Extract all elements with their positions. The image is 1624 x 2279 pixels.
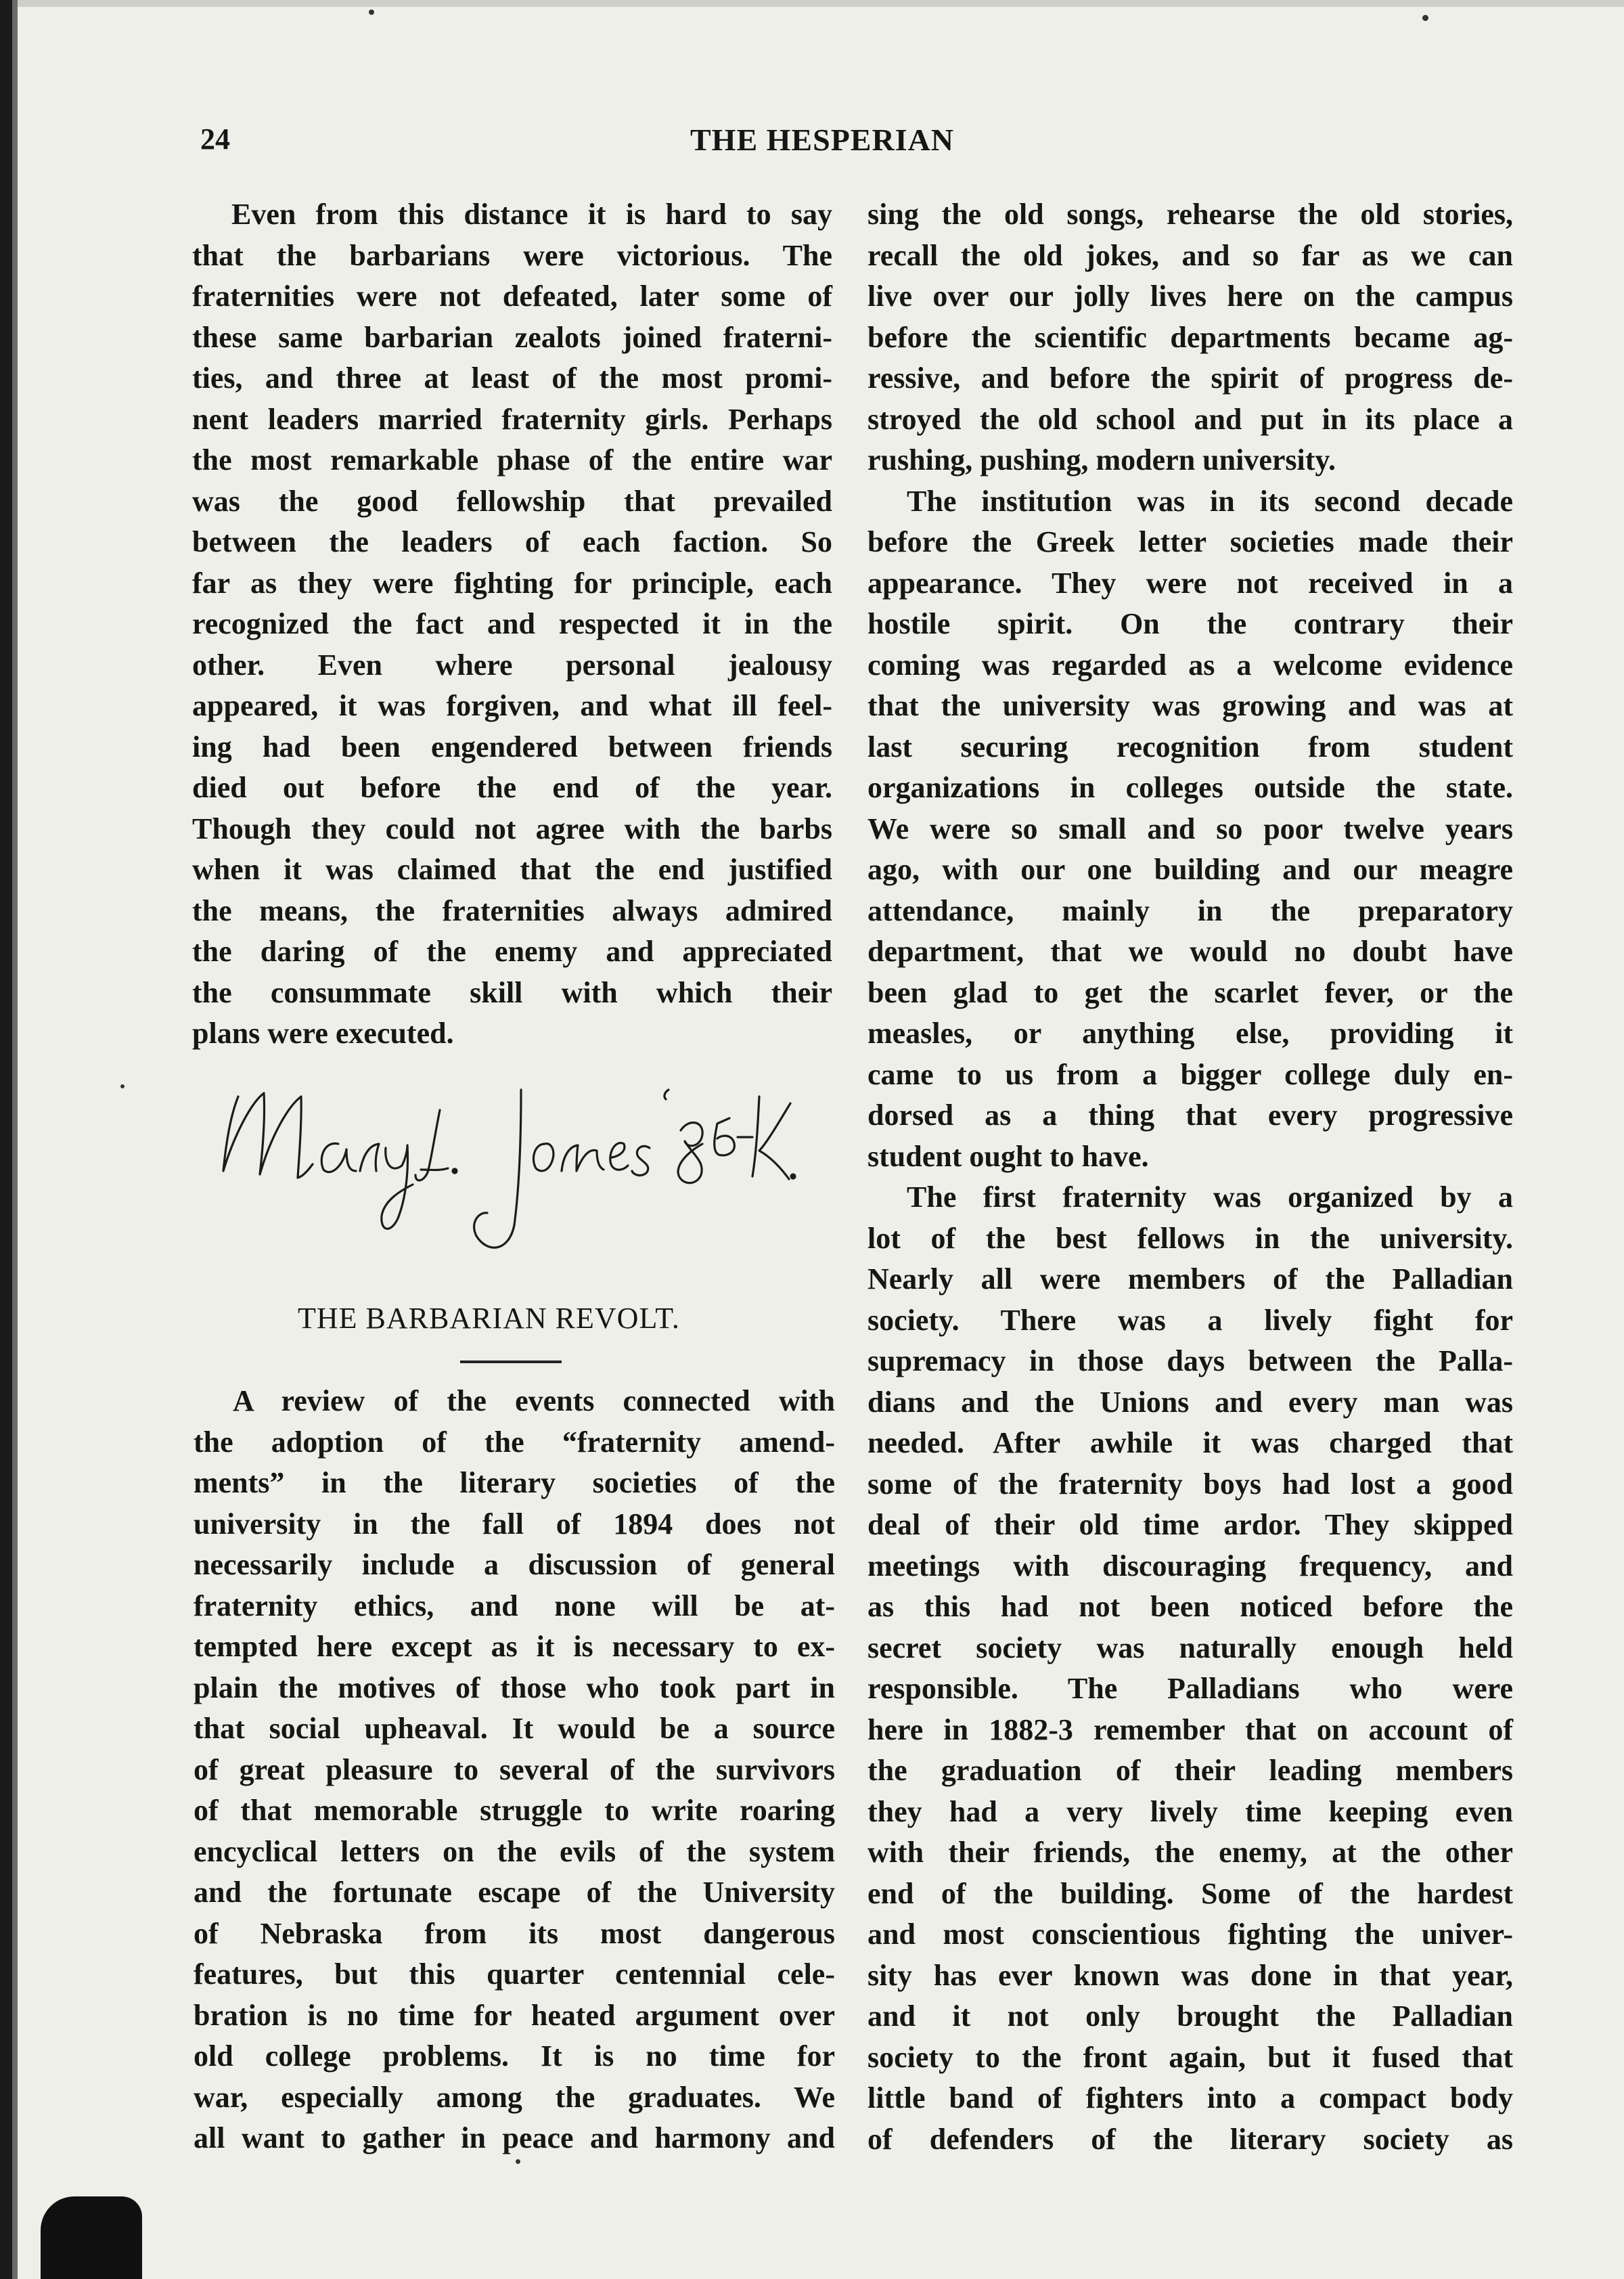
scan-speck — [516, 2159, 520, 2164]
text-line: that the barbarians were victorious. The — [192, 238, 832, 272]
text-line: sing the old songs, rehearse the old stories, — [867, 198, 1513, 231]
text-line: ing had been engendered between friends — [192, 730, 832, 764]
text-line: A review of the events connected with — [233, 1384, 835, 1417]
text-line: secret society was naturally enough held — [867, 1631, 1513, 1664]
text-line: ties, and three at least of the most promi- — [192, 361, 832, 395]
text-line: organizations in colleges outside the state. — [867, 771, 1513, 804]
text-line: the graduation of their leading members — [867, 1754, 1513, 1787]
text-line: recognized the fact and respected it in the — [192, 607, 832, 640]
paragraph — [867, 481, 1513, 1178]
text-line: last securing recognition from student — [867, 730, 1513, 764]
text-line: they had a very lively time keeping even — [867, 1794, 1513, 1828]
text-line: We were so small and so poor twelve years — [867, 812, 1513, 845]
text-line: of Nebraska from its most dangerous — [194, 1916, 835, 1950]
text-line: war, especially among the graduates. We — [194, 2080, 835, 2114]
text-line: ago, with our one building and our meagre — [867, 853, 1513, 886]
running-head: THE HESPERIAN — [690, 123, 955, 157]
left-column-bottom — [194, 1381, 835, 2159]
left-column-top — [192, 194, 832, 1055]
text-line: ressive, and before the spirit of progress de- — [867, 361, 1513, 395]
text-line: plain the motives of those who took part in — [194, 1670, 835, 1704]
text-line: needed. After awhile it was charged that — [867, 1426, 1513, 1459]
text-line: little band of fighters into a compact body — [867, 2081, 1513, 2115]
text-line: appearance. They were not received in a — [867, 566, 1513, 600]
text-line: society. There was a lively fight for — [867, 1303, 1513, 1337]
text-line: the consummate skill with which their — [192, 975, 832, 1009]
text-line: the most remarkable phase of the entire war — [192, 443, 832, 477]
text-line: the means, the fraternities always admired — [192, 893, 832, 927]
text-line: stroyed the old school and put in its place a — [867, 402, 1513, 436]
text-line: department, that we would no doubt have — [867, 935, 1513, 968]
paragraph — [194, 1381, 835, 2159]
text-line: was the good fellowship that prevailed — [192, 484, 832, 518]
text-line: measles, or anything else, providing it — [867, 1017, 1513, 1050]
text-line: with their friends, the enemy, at the other — [867, 1836, 1513, 1869]
article-title: THE BARBARIAN REVOLT. — [298, 1302, 680, 1335]
text-line: these same barbarian zealots joined fraterni- — [192, 320, 832, 354]
scan-left-shadow — [12, 0, 18, 2279]
text-line: ments” in the literary societies of the — [194, 1466, 835, 1499]
scan-speck — [120, 1084, 125, 1088]
right-column — [867, 194, 1513, 2160]
text-line: fraternities were not defeated, later some of — [192, 280, 832, 313]
text-line: that the university was growing and was at — [867, 689, 1513, 722]
handwritten-signature — [203, 1056, 812, 1259]
text-line: plans were executed. — [192, 1017, 454, 1050]
text-line: and the fortunate escape of the University — [194, 1876, 835, 1909]
text-line: tempted here except as it is necessary to ex- — [194, 1630, 835, 1663]
text-line: the adoption of the “fraternity amend- — [194, 1425, 835, 1459]
text-line: Nearly all were members of the Palladian — [867, 1262, 1513, 1296]
text-line: some of the fraternity boys had lost a good — [867, 1467, 1513, 1501]
paragraph — [867, 1177, 1513, 2160]
text-line: rushing, pushing, modern university. — [867, 443, 1336, 477]
text-line: and most conscientious fighting the univer- — [867, 1918, 1513, 1951]
page-number: 24 — [200, 123, 230, 156]
paragraph — [867, 194, 1513, 481]
text-line: of that memorable struggle to write roaring — [194, 1794, 835, 1827]
text-line: responsible. The Palladians who were — [867, 1672, 1513, 1705]
text-line: died out before the end of the year. — [192, 771, 832, 804]
text-line: encyclical letters on the evils of the system — [194, 1834, 835, 1868]
text-line: the daring of the enemy and appreciated — [192, 935, 832, 968]
text-line: between the leaders of each faction. So — [192, 525, 832, 558]
text-line: deal of their old time ardor. They skipped — [867, 1508, 1513, 1541]
text-line: nent leaders married fraternity girls. Perhaps — [192, 402, 832, 436]
scan-left-edge — [0, 0, 12, 2279]
text-line: came to us from a bigger college duly en- — [867, 1057, 1513, 1091]
text-line: here in 1882-3 remember that on account of — [867, 1712, 1513, 1746]
text-line: live over our jolly lives here on the campus — [867, 280, 1513, 313]
text-line: appeared, it was forgiven, and what ill feel- — [192, 689, 832, 722]
text-line: supremacy in those days between the Palla- — [867, 1344, 1513, 1377]
text-line: old college problems. It is no time for — [194, 2039, 835, 2073]
text-line: university in the fall of 1894 does not — [194, 1507, 835, 1541]
text-line: Though they could not agree with the barbs — [192, 812, 832, 845]
text-line: necessarily include a discussion of general — [194, 1548, 835, 1581]
text-line: The institution was in its second decade — [907, 484, 1513, 518]
text-line: been glad to get the scarlet fever, or the — [867, 975, 1513, 1009]
text-line: Even from this distance it is hard to say — [231, 198, 832, 231]
text-line: far as they were fighting for principle, each — [192, 566, 832, 600]
text-line: The first fraternity was organized by a — [907, 1180, 1513, 1214]
text-line: sity has ever known was done in that year, — [867, 1958, 1513, 1992]
text-line: and it not only brought the Palladian — [867, 1999, 1513, 2033]
text-line: other. Even where personal jealousy — [192, 648, 832, 682]
text-line: before the Greek letter societies made their — [867, 525, 1513, 558]
scan-top-edge — [0, 0, 1624, 7]
text-line: dorsed as a thing that every progressive — [867, 1099, 1513, 1132]
text-line: student ought to have. — [867, 1139, 1149, 1173]
text-line: features, but this quarter centennial cele- — [194, 1957, 835, 1991]
text-line: hostile spirit. On the contrary their — [867, 607, 1513, 640]
text-line: meetings with discouraging frequency, and — [867, 1549, 1513, 1583]
text-line: before the scientific departments became ag- — [867, 320, 1513, 354]
text-line: recall the old jokes, and so far as we can — [867, 238, 1513, 272]
text-line: fraternity ethics, and none will be at- — [194, 1589, 835, 1622]
text-line: when it was claimed that the end justified — [192, 853, 832, 886]
title-divider — [460, 1360, 562, 1363]
scan-speck — [369, 9, 374, 15]
paragraph — [192, 194, 832, 1055]
text-line: all want to gather in peace and harmony and — [194, 2121, 835, 2154]
scan-thumb-blot — [41, 2196, 142, 2279]
text-line: attendance, mainly in the preparatory — [867, 893, 1513, 927]
text-line: dians and the Unions and every man was — [867, 1385, 1513, 1419]
text-line: society to the front again, but it fused that — [867, 2040, 1513, 2074]
text-line: end of the building. Some of the hardest — [867, 1876, 1513, 1910]
text-line: coming was regarded as a welcome evidence — [867, 648, 1513, 682]
text-line: lot of the best fellows in the university. — [867, 1221, 1513, 1255]
text-line: of great pleasure to several of the survivors — [194, 1752, 835, 1786]
text-line: as this had not been noticed before the — [867, 1590, 1513, 1623]
text-line: that social upheaval. It would be a source — [194, 1712, 835, 1745]
text-line: bration is no time for heated argument over — [194, 1998, 835, 2032]
scan-speck — [1422, 15, 1428, 21]
text-line: of defenders of the literary society as — [867, 2122, 1513, 2156]
